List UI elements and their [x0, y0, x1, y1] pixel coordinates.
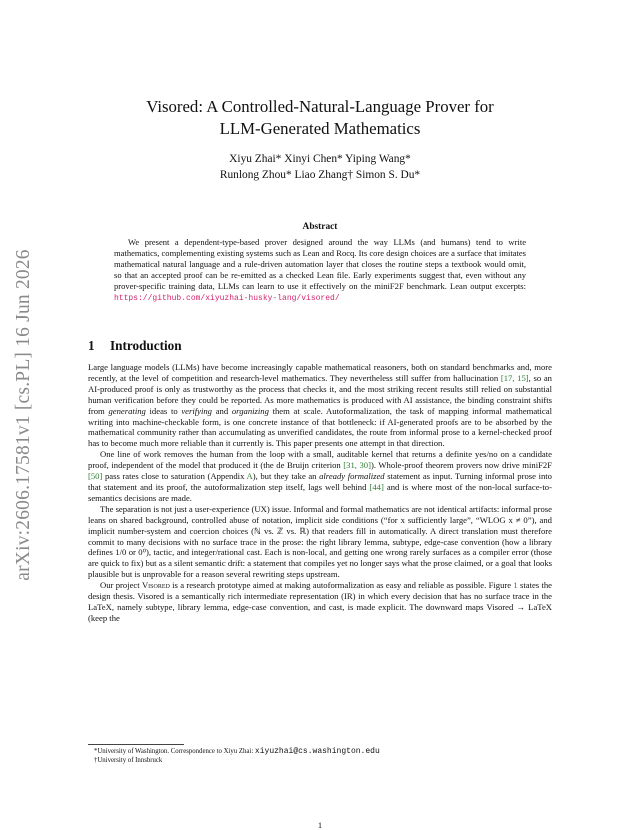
section-body	[88, 362, 552, 624]
citation-link[interactable]: [50]	[88, 471, 103, 482]
appendix-link[interactable]: A	[246, 471, 253, 482]
arxiv-identifier: arXiv:2606.17581v1 [cs.PL] 16 Jun 2026	[13, 249, 34, 581]
footnotes	[94, 747, 552, 765]
abstract	[114, 237, 526, 304]
figure-link[interactable]: 1	[513, 580, 518, 591]
arxiv-sidebar	[4, 230, 44, 600]
abstract-text: We present a dependent-type-based prover designed around the way LLMs (and humans) tend to write mathematics, complementing existing systems such as Lean and Rocq. Its core design choices are a surface that imitates mathematical natural language and a rule-driven automation layer that closes the routine steps a textbook would omit, so that an accepted proof can be re-emitted as a checked Lean file. Early experiments suggest that, even without any prover-specific training data, LLMs can learn to use it effectively on the miniF2F benchmark. Lean output excerpts: https://github.com/xiyuzhai-husky-lang/visored/	[114, 237, 526, 303]
footnote-2: †University of Innsbruck	[94, 757, 163, 764]
citation-link[interactable]: [31, 30]	[343, 460, 371, 471]
page-number: 1	[317, 820, 323, 830]
authors-line-2: Runlong Zhou* Liao Zhang† Simon S. Du*	[219, 168, 421, 181]
paragraph-3: The separation is not just a user-experience (UX) issue. Informal and formal mathematics are not identical artifacts: informal prose leans on shared background, controlled abuse of notation, implicit side conditions (“for x sufficiently large”, “WLOG x ≠ 0”), and implicit number-system and coercion choices (ℕ vs. ℤ vs. ℝ) that readers fill in automatically. A direct translation must therefore commit to many decisions with no surface trace in the prose: the right library lemma, subtype, edge-case convention (how a library defines 1/0 or 0⁰), tactic, and integer/rational cast. Each is non-local, and getting one wrong rarely surfaces as a compiler error (those are quick to fix) but as a silent semantic drift: a statement that compiles yet no longer says what the prose claimed, or a goal that looks plausible but is unprovable for a reason several rewriting steps upstream.	[88, 503, 552, 580]
section-heading	[88, 338, 552, 354]
citation-link[interactable]: [17, 15]	[500, 372, 529, 383]
abstract-heading: Abstract	[302, 222, 338, 232]
section-number: 1	[88, 338, 95, 353]
paragraph-2: One line of work removes the human from the loop with a small, auditable kernel that returns a definite yes/no on a candidate proof, independent of the model that produced it (the de Bruijn criterion [31, 30]). Whole-proof theorem provers now drive miniF2F [50] pass rates close to saturation (Appendix A), but they take an already formalized statement as input. Turning informal prose into that statement and its proof, the autoformalization step itself, lags well behind [44] and is where most of the non-local surface-to-semantics decisions are made.	[88, 449, 552, 503]
citation-link[interactable]: [44]	[369, 481, 384, 492]
paper-title	[88, 96, 552, 140]
section-title: Introduction	[110, 338, 182, 353]
footnote-1: *University of Washington. Correspondence to Xiyu Zhai: xiyuzhai@cs.washington.edu	[94, 747, 380, 756]
authors-line-1: Xiyu Zhai* Xinyi Chen* Yiping Wang*	[229, 153, 411, 165]
repo-link[interactable]: https://github.com/xiyuzhai-husky-lang/visored/	[114, 293, 340, 303]
paragraph-1: Large language models (LLMs) have become increasingly capable mathematical reasoners, both on standard benchmarks and, more recently, at the level of competition and research-level mathematics. They nevertheless still suffer from hallucination [17, 15], so an AI-produced proof is only as trustworthy as the process that checks it, and the most striking recent results still relied on substantial human verification before they could be reported. As more mathematics is produced with AI assistance, the binding constraint shifts from generating ideas to verifying and organizing them at scale. Autoformalization, the task of mapping informal mathematical writing into machine-checkable form, is one concrete instance of that bottleneck: if AI-generated proofs are to be absorbed by the mathematical community rather than accumulating as unverified candidates, the route from informal prose to a kernel-checked proof has to become much more reliable than it currently is. This paper presents one attempt in that direction.	[88, 362, 552, 449]
paragraph-4: Our project Visored is a research prototype aimed at making autoformalization as easy and reliable as possible. Figure 1 states the design thesis. Visored is a semantically rich intermediate representation (IR) in which every decision that has no surface trace in the LaTeX, namely subtype, library lemma, edge-case convention, and cast, is made explicit. The downward maps Visored → LaTeX (keep the	[88, 580, 552, 623]
title-line-1: Visored: A Controlled-Natural-Language Prover for	[146, 97, 494, 116]
author-list	[88, 152, 552, 183]
title-line-2: LLM-Generated Mathematics	[219, 119, 421, 138]
footnote-rule	[88, 744, 184, 745]
author-email[interactable]: xiyuzhai@cs.washington.edu	[254, 747, 380, 756]
